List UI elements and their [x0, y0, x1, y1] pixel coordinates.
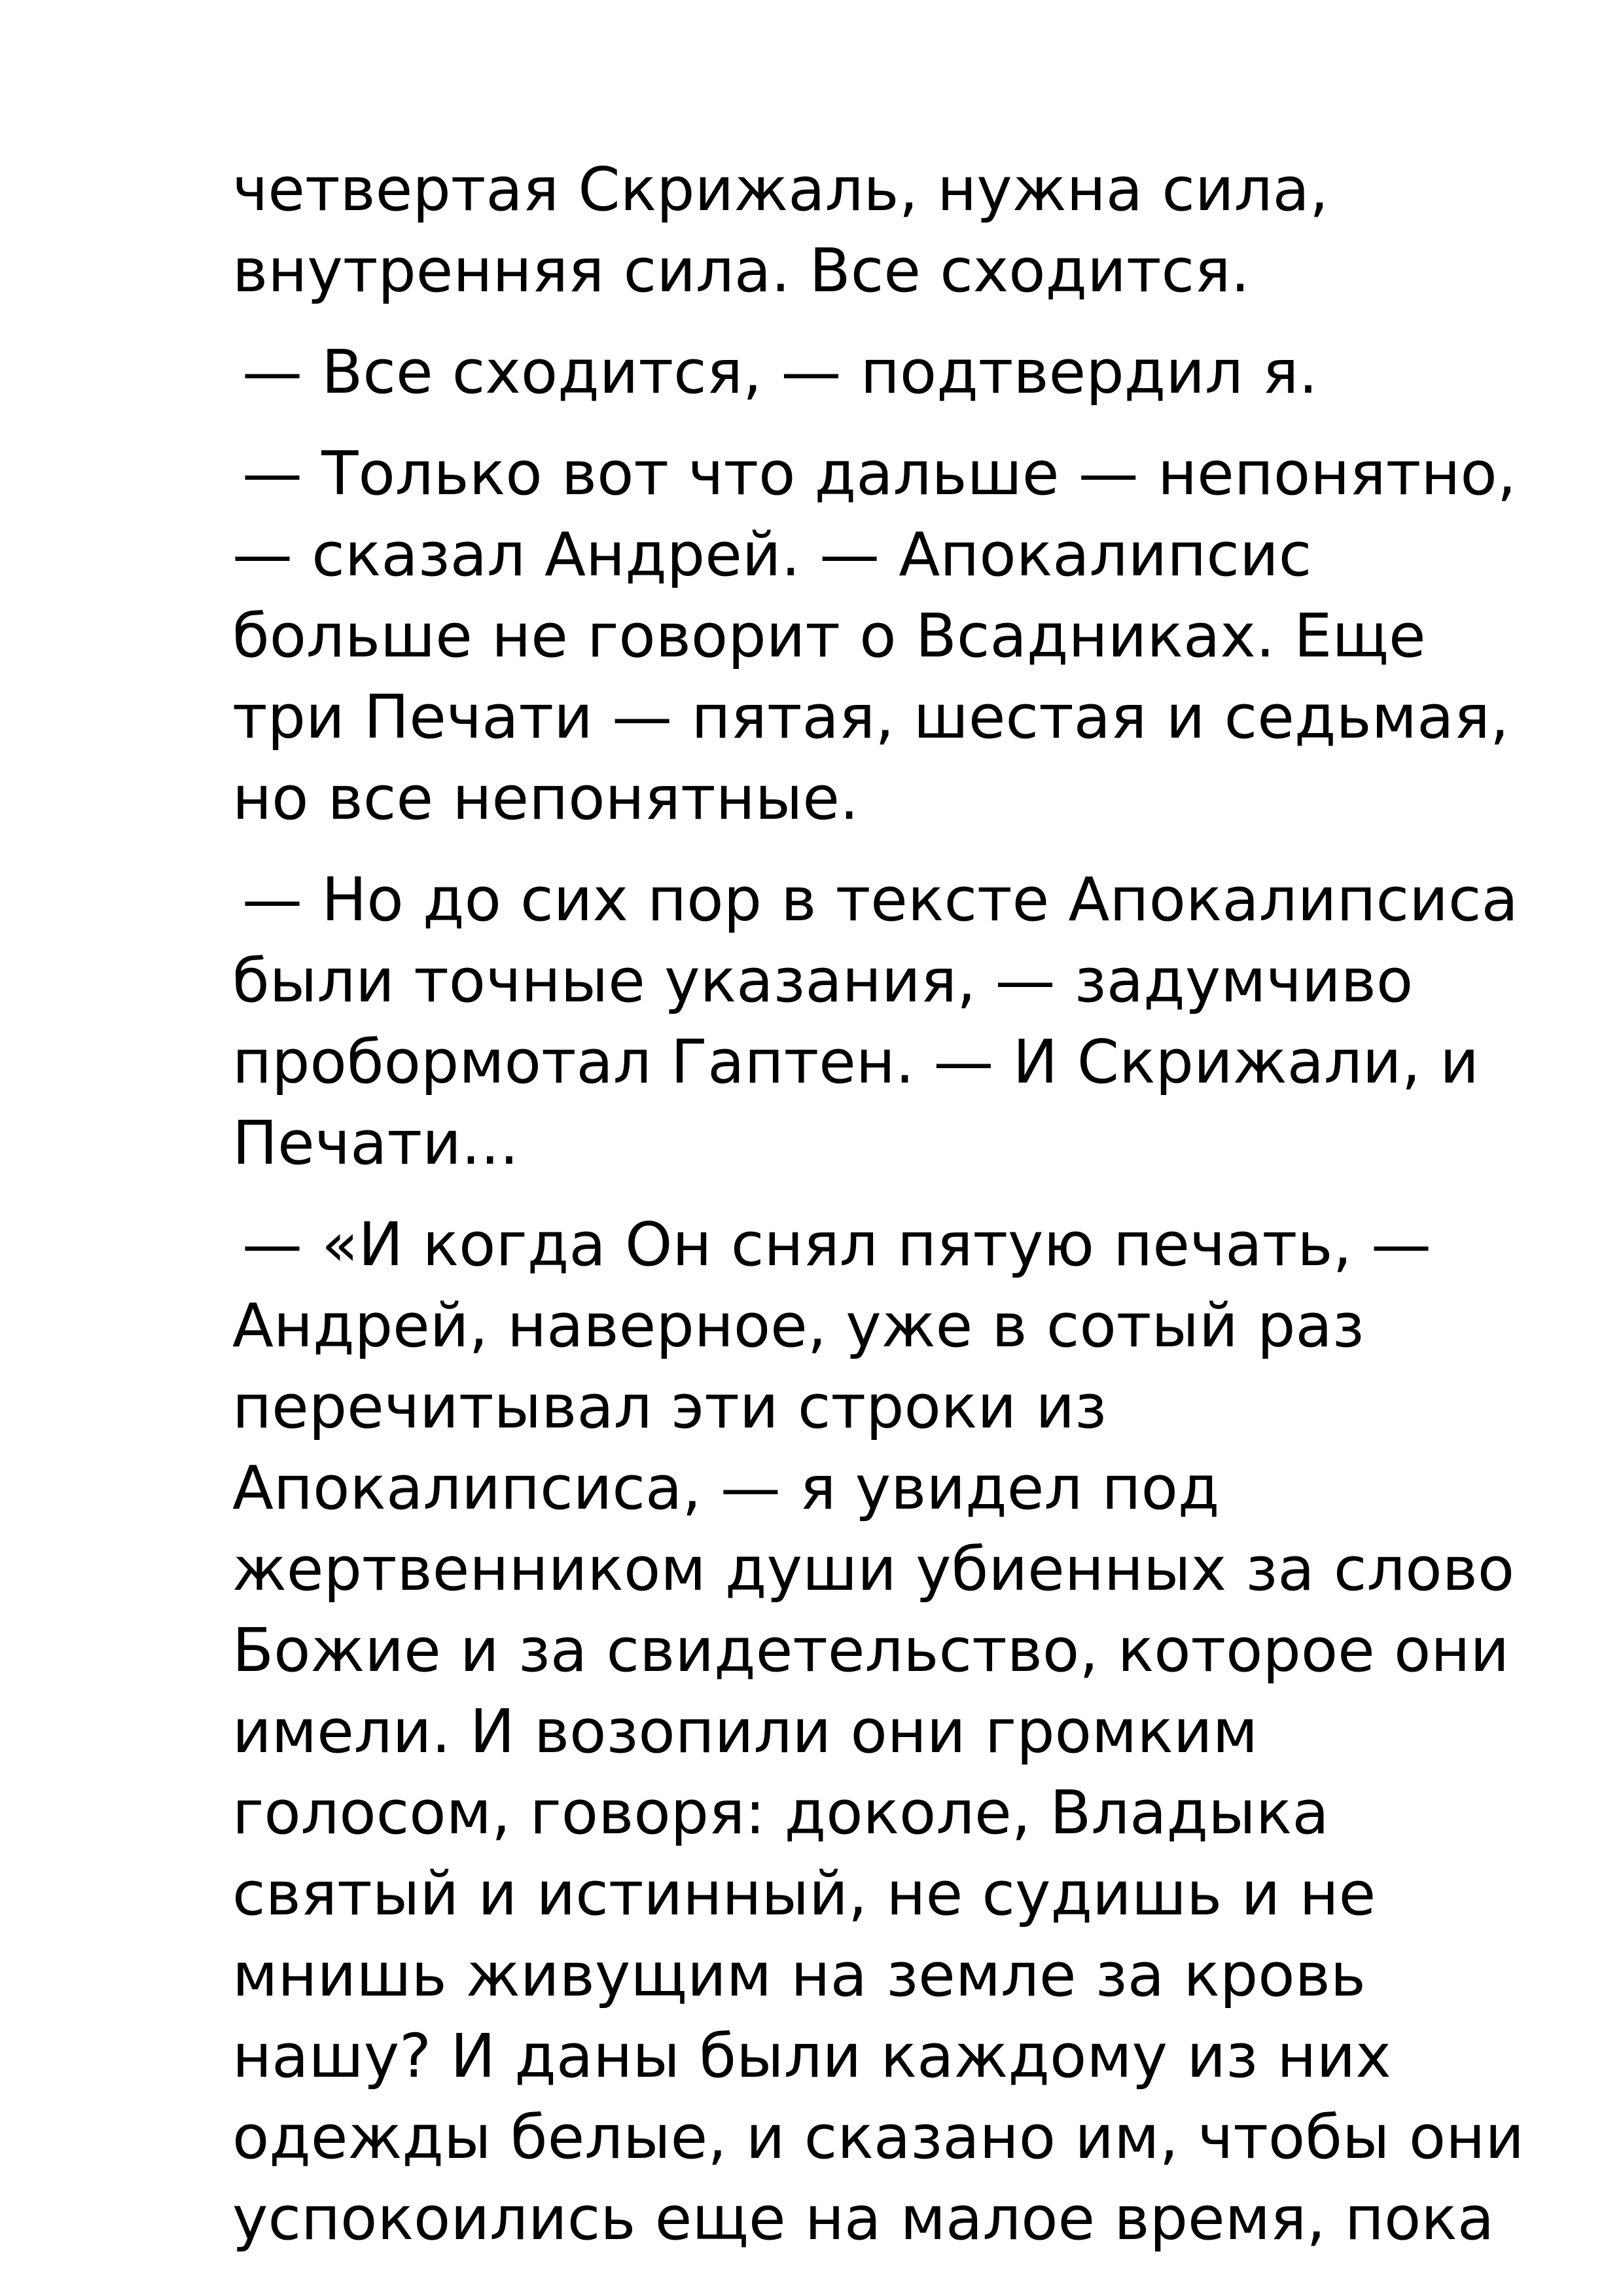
paragraph-5 — [232, 1204, 1548, 2259]
text-line: успокоились еще на малое время, пока — [232, 2183, 1495, 2253]
paragraph-3 — [232, 433, 1548, 839]
text-line: три Печати — пятая, шестая и седьмая, — [232, 682, 1510, 752]
text-line: имели. И возопили они громким — [232, 1696, 1258, 1767]
paragraph-2 — [232, 332, 1548, 413]
text-line: голосом, говоря: доколе, Владыка — [232, 1778, 1329, 1848]
text-line: перечитывал эти строки из — [232, 1372, 1107, 1442]
text-line: были точные указания, — задумчиво — [232, 946, 1414, 1016]
text-line: внутренняя сила. Все сходится. — [232, 236, 1250, 306]
text-line: — «И когда Он снял пятую печать, — — [242, 1210, 1431, 1280]
text-line: Андрей, наверное, уже в сотый раз — [232, 1291, 1364, 1361]
text-line: четвертая Скрижаль, нужна сила, — [232, 154, 1329, 224]
text-line: — Но до сих пор в тексте Апокалипсиса — [242, 865, 1518, 935]
text-line: — Только вот что дальше — непонятно, — [242, 439, 1516, 509]
text-line: жертвенником души убиенных за слово — [232, 1534, 1515, 1604]
text-line: — сказал Андрей. — Апокалипсис — [232, 520, 1312, 590]
text-line: — Все сходится, — подтвердил я. — [242, 337, 1318, 407]
paragraph-4 — [232, 859, 1548, 1184]
text-line: нашу? И даны были каждому из них — [232, 2021, 1391, 2091]
body-text — [232, 149, 1548, 2280]
text-line: но все непонятные. — [232, 763, 859, 833]
text-line: святый и истинный, не судишь и не — [232, 1859, 1376, 1929]
text-line: пробормотал Гаптен. — И Скрижали, и — [232, 1027, 1479, 1097]
text-line: Апокалипсиса, — я увидел под — [232, 1453, 1220, 1523]
text-line: Божие и за свидетельство, которое они — [232, 1615, 1510, 1685]
text-line: одежды белые, и сказано им, чтобы они — [232, 2102, 1525, 2172]
text-line: Печати... — [232, 1108, 519, 1178]
text-line: мнишь живущим на земле за кровь — [232, 1940, 1366, 2010]
text-line: больше не говорит о Всадниках. Еще — [232, 601, 1426, 671]
paragraph-1 — [232, 149, 1548, 312]
